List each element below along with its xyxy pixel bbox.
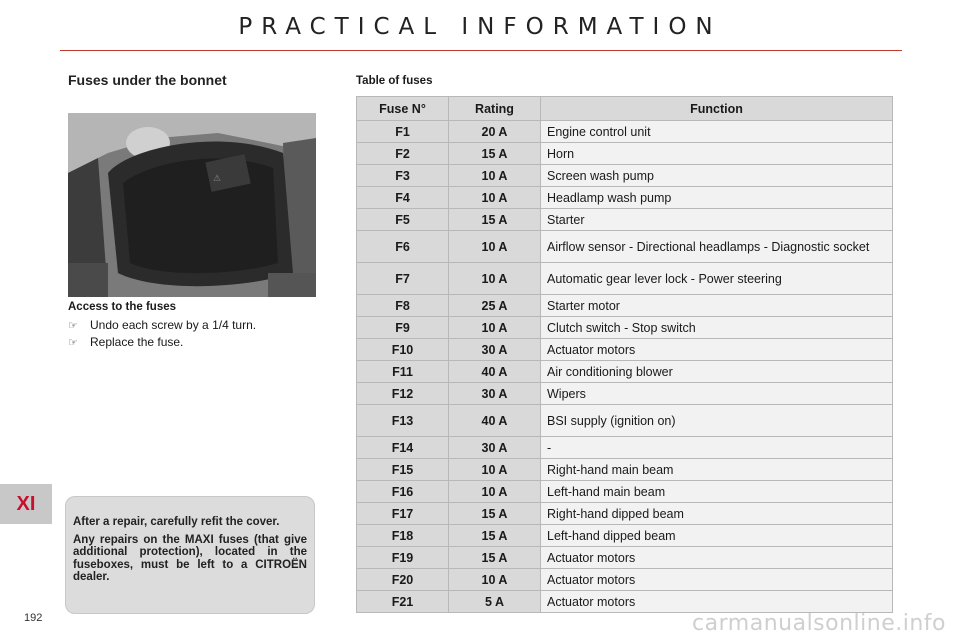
rating-cell: 10 A (449, 569, 541, 591)
page-number: 192 (24, 612, 43, 624)
table-row (357, 187, 893, 209)
function-cell: BSI supply (ignition on) (541, 405, 893, 437)
fuse-number-cell: F20 (357, 569, 449, 591)
section-title: Fuses under the bonnet (68, 72, 227, 88)
fuse-number-cell: F6 (357, 231, 449, 263)
rating-cell: 40 A (449, 361, 541, 383)
fuse-number-cell: F11 (357, 361, 449, 383)
table-row (357, 317, 893, 339)
note-paragraph: After a repair, carefully refit the cover. (73, 516, 280, 528)
function-cell: Right-hand dipped beam (541, 503, 893, 525)
rating-cell: 10 A (449, 263, 541, 295)
function-cell: Actuator motors (541, 547, 893, 569)
rating-cell: 10 A (449, 459, 541, 481)
function-cell: Wipers (541, 383, 893, 405)
function-cell: Left-hand main beam (541, 481, 893, 503)
table-row (357, 165, 893, 187)
table-row (357, 405, 893, 437)
rating-cell: 30 A (449, 383, 541, 405)
table-row (357, 525, 893, 547)
function-cell: Starter motor (541, 295, 893, 317)
fuse-number-cell: F3 (357, 165, 449, 187)
rating-cell: 30 A (449, 437, 541, 459)
chapter-label: XI (16, 492, 36, 515)
rating-cell: 10 A (449, 317, 541, 339)
function-cell: Horn (541, 143, 893, 165)
pointing-hand-icon: ☞ (68, 336, 78, 349)
function-cell: - (541, 437, 893, 459)
chapter-tab (0, 484, 52, 524)
fuse-number-cell: F5 (357, 209, 449, 231)
column-header: Fuse N° (357, 97, 449, 121)
rating-cell: 10 A (449, 481, 541, 503)
table-row (357, 361, 893, 383)
fuse-number-cell: F19 (357, 547, 449, 569)
fuse-number-cell: F8 (357, 295, 449, 317)
table-row (357, 339, 893, 361)
function-cell: Automatic gear lever lock - Power steering (541, 263, 893, 295)
rating-cell: 30 A (449, 339, 541, 361)
table-row (357, 569, 893, 591)
rating-cell: 10 A (449, 165, 541, 187)
fuse-number-cell: F1 (357, 121, 449, 143)
function-cell: Headlamp wash pump (541, 187, 893, 209)
function-cell: Actuator motors (541, 339, 893, 361)
table-row (357, 121, 893, 143)
function-cell: Air conditioning blower (541, 361, 893, 383)
rating-cell: 20 A (449, 121, 541, 143)
function-cell: Actuator motors (541, 569, 893, 591)
table-row (357, 143, 893, 165)
watermark: carmanualsonline.info (692, 611, 946, 636)
step-text: Replace the fuse. (90, 335, 184, 349)
engine-bay-photo (68, 113, 316, 297)
column-header: Function (541, 97, 893, 121)
step-item (68, 318, 256, 332)
function-cell: Screen wash pump (541, 165, 893, 187)
rating-cell: 25 A (449, 295, 541, 317)
rating-cell: 10 A (449, 231, 541, 263)
table-row (357, 263, 893, 295)
svg-text:⚠: ⚠ (213, 174, 222, 184)
fuse-number-cell: F13 (357, 405, 449, 437)
rating-cell: 5 A (449, 591, 541, 613)
rating-cell: 15 A (449, 503, 541, 525)
function-cell: Clutch switch - Stop switch (541, 317, 893, 339)
fuse-number-cell: F17 (357, 503, 449, 525)
rating-cell: 15 A (449, 143, 541, 165)
repair-note-box (65, 496, 315, 614)
table-row (357, 547, 893, 569)
table-row (357, 231, 893, 263)
fuse-number-cell: F18 (357, 525, 449, 547)
pointing-hand-icon: ☞ (68, 319, 78, 332)
column-header: Rating (449, 97, 541, 121)
rating-cell: 15 A (449, 525, 541, 547)
fuse-number-cell: F4 (357, 187, 449, 209)
fuse-number-cell: F9 (357, 317, 449, 339)
rating-cell: 10 A (449, 187, 541, 209)
function-cell: Left-hand dipped beam (541, 525, 893, 547)
function-cell: Airflow sensor - Directional headlamps - Diagnostic socket (541, 231, 893, 263)
rating-cell: 40 A (449, 405, 541, 437)
table-row (357, 459, 893, 481)
access-title: Access to the fuses (68, 301, 177, 313)
fuse-number-cell: F16 (357, 481, 449, 503)
fuse-number-cell: F15 (357, 459, 449, 481)
function-cell: Actuator motors (541, 591, 893, 613)
header-divider (60, 50, 902, 51)
table-row (357, 295, 893, 317)
rating-cell: 15 A (449, 547, 541, 569)
fuse-table (356, 96, 893, 613)
table-row (357, 437, 893, 459)
function-cell: Engine control unit (541, 121, 893, 143)
table-row (357, 503, 893, 525)
table-row (357, 383, 893, 405)
rating-cell: 15 A (449, 209, 541, 231)
table-row (357, 481, 893, 503)
fuse-number-cell: F12 (357, 383, 449, 405)
table-row (357, 591, 893, 613)
note-paragraph: Any repairs on the MAXI fuses (that give additional protection), located in the fuseboxes, must be left to a CITROËN dealer. (73, 533, 307, 583)
table-row (357, 209, 893, 231)
function-cell: Right-hand main beam (541, 459, 893, 481)
table-header-row (357, 97, 893, 121)
fuse-number-cell: F2 (357, 143, 449, 165)
page-title: PRACTICAL INFORMATION (238, 14, 722, 40)
fuse-number-cell: F7 (357, 263, 449, 295)
function-cell: Starter (541, 209, 893, 231)
step-item (68, 335, 183, 349)
fuse-number-cell: F10 (357, 339, 449, 361)
step-text: Undo each screw by a 1/4 turn. (90, 318, 257, 332)
table-title: Table of fuses (356, 75, 433, 87)
fuse-number-cell: F21 (357, 591, 449, 613)
fuse-number-cell: F14 (357, 437, 449, 459)
